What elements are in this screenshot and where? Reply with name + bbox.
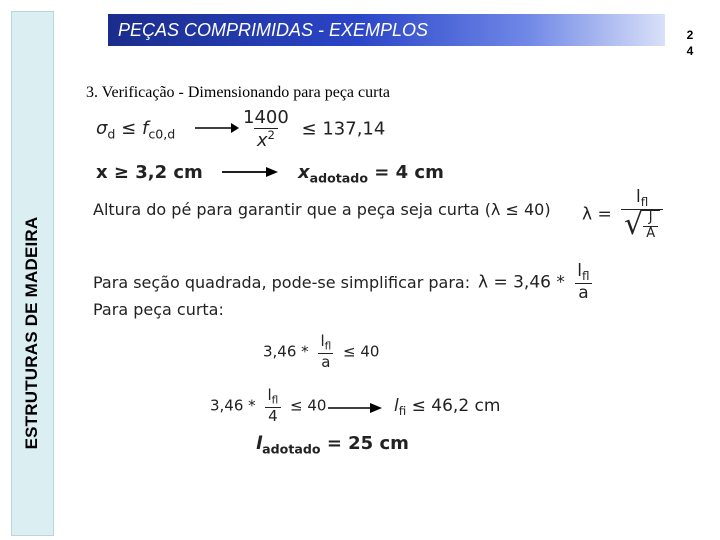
stress-fraction: [240, 108, 292, 151]
square-slenderness-formula: [478, 262, 597, 303]
lambda-equals-346: λ = 3,46 *: [478, 272, 565, 293]
sigma-subscript: d: [107, 126, 116, 142]
a-area: A: [643, 226, 658, 241]
arrow-right-icon: [222, 166, 278, 178]
x-adopted-var: x: [298, 162, 310, 183]
stress-inequality: [96, 118, 175, 141]
l-adopted-sub: adotado: [262, 441, 321, 457]
square-section-text: Para seção quadrada, pode-se simplificar para:: [93, 273, 471, 292]
title-bar: [108, 14, 665, 46]
lfi-result: [394, 396, 500, 418]
stress-denominator: $x^2$: [254, 128, 278, 151]
ineq2-left: 3,46 *: [210, 396, 256, 415]
lambda-equals: λ =: [582, 204, 612, 225]
page-number: [684, 27, 696, 59]
stress-numerator: 1400: [243, 107, 289, 128]
side-label: ESTRUTURAS DE MADEIRA: [22, 216, 41, 450]
section-heading: 3. Verificação - Dimensionando para peça curta: [86, 84, 391, 101]
lfi-var: l: [394, 396, 399, 416]
x-adopted-value: = 4 cm: [374, 162, 444, 183]
inequality-2: [210, 387, 326, 425]
ineq1-right: ≤ 40: [343, 342, 380, 361]
leq-symbol: ≤: [121, 118, 137, 139]
x-bound: x ≥ 3,2 cm: [96, 162, 203, 183]
slenderness-formula: [582, 188, 667, 241]
short-piece-height-text: Altura do pé para garantir que a peça seja curta (λ ≤ 40): [93, 200, 551, 219]
sigma-symbol: σ: [96, 118, 108, 139]
stress-fraction-result: [236, 108, 385, 151]
inequality-1: [263, 333, 379, 371]
sqrt-denominator: √ $\frac{J}{A}$: [621, 209, 663, 241]
stress-result: ≤ 137,14: [301, 118, 386, 140]
arrow-right-icon: [328, 402, 382, 414]
f-symbol: f: [141, 118, 149, 139]
page-number-line1: 2: [686, 28, 694, 42]
ineq2-fraction: $\frac{l_{fl}}{4}$: [264, 387, 281, 425]
lfl-over-a: $\frac{l_{fl}}{a}$: [574, 262, 592, 303]
ineq1-left: 3,46 *: [263, 342, 309, 361]
l-adopted-var: l: [256, 433, 263, 454]
x-adopted: [298, 162, 444, 185]
j-inertia: J: [648, 210, 653, 226]
l-adopted-value: = 25 cm: [326, 433, 409, 454]
f-subscript: c0,d: [148, 126, 176, 142]
l-adopted: [256, 433, 409, 456]
lfi-sub: fi: [398, 404, 407, 419]
slenderness-fraction: [621, 188, 663, 241]
page-number-line2: 4: [686, 44, 694, 58]
x-adopted-sub: adotado: [309, 170, 368, 186]
lfi-value: ≤ 46,2 cm: [411, 396, 501, 416]
ineq2-right: ≤ 40: [290, 396, 327, 415]
arrow-right-icon: [195, 122, 239, 134]
short-piece-text: Para peça curta:: [93, 300, 224, 319]
slide-title: PEÇAS COMPRIMIDAS - EXEMPLOS: [118, 19, 429, 40]
lfl-numerator: $l_{fl}$: [636, 187, 649, 210]
ineq1-fraction: $\frac{l_{fl}}{a}$: [317, 333, 334, 371]
